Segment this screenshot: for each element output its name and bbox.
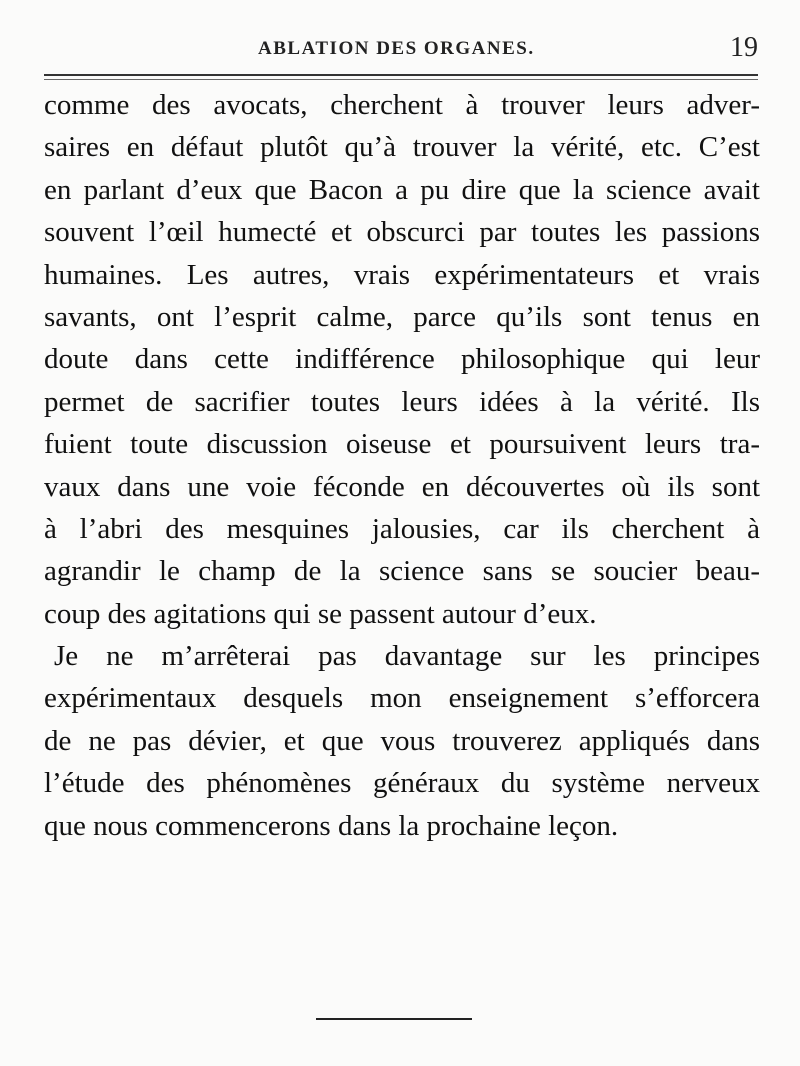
text-line: en parlant d’eux que Bacon a pu dire que la science avait [44,173,760,206]
text-line: l’étude des phénomènes généraux du système nerveux [44,767,760,800]
body-text [44,84,760,847]
text-line: coup des agitations qui se passent autour d’eux. [44,597,597,630]
text-line: que nous commencerons dans la prochaine leçon. [44,809,619,842]
text-line: permet de sacrifier toutes leurs idées à la vérité. Ils [44,385,760,418]
text-line: fuient toute discussion oiseuse et poursuivent leurs tra- [44,428,760,461]
header-rule-thin [44,79,758,80]
text-line: humaines. Les autres, vrais expérimentateurs et vrais [44,258,760,291]
page-number: 19 [730,32,758,63]
text-line: doute dans cette indifférence philosophique qui leur [44,343,760,376]
header-rule [44,74,758,76]
text-line: souvent l’œil humecté et obscurci par toutes les passions [44,216,760,249]
paragraph-first-line: Je ne m’arrêterai pas davantage sur les principes [54,640,760,673]
text-line: vaux dans une voie féconde en découvertes où ils sont [44,470,760,503]
text-line: comme des avocats, cherchent à trouver leurs adver- [44,89,760,121]
text-line: saires en défaut plutôt qu’à trouver la vérité, etc. C’est [44,131,760,164]
text-line: à l’abri des mesquines jalousies, car ils cherchent à [44,512,760,545]
section-end-rule [316,1018,472,1020]
text-line: expérimentaux desquels mon enseignement s’efforcera [44,682,760,715]
text-line: agrandir le champ de la science sans se soucier beau- [44,555,760,588]
text-line: de ne pas dévier, et que vous trouverez appliqués dans [44,724,760,757]
running-head [0,32,800,72]
text-line: savants, ont l’esprit calme, parce qu’ils sont tenus en [44,300,760,333]
running-title: ABLATION DES ORGANES. [258,38,535,59]
